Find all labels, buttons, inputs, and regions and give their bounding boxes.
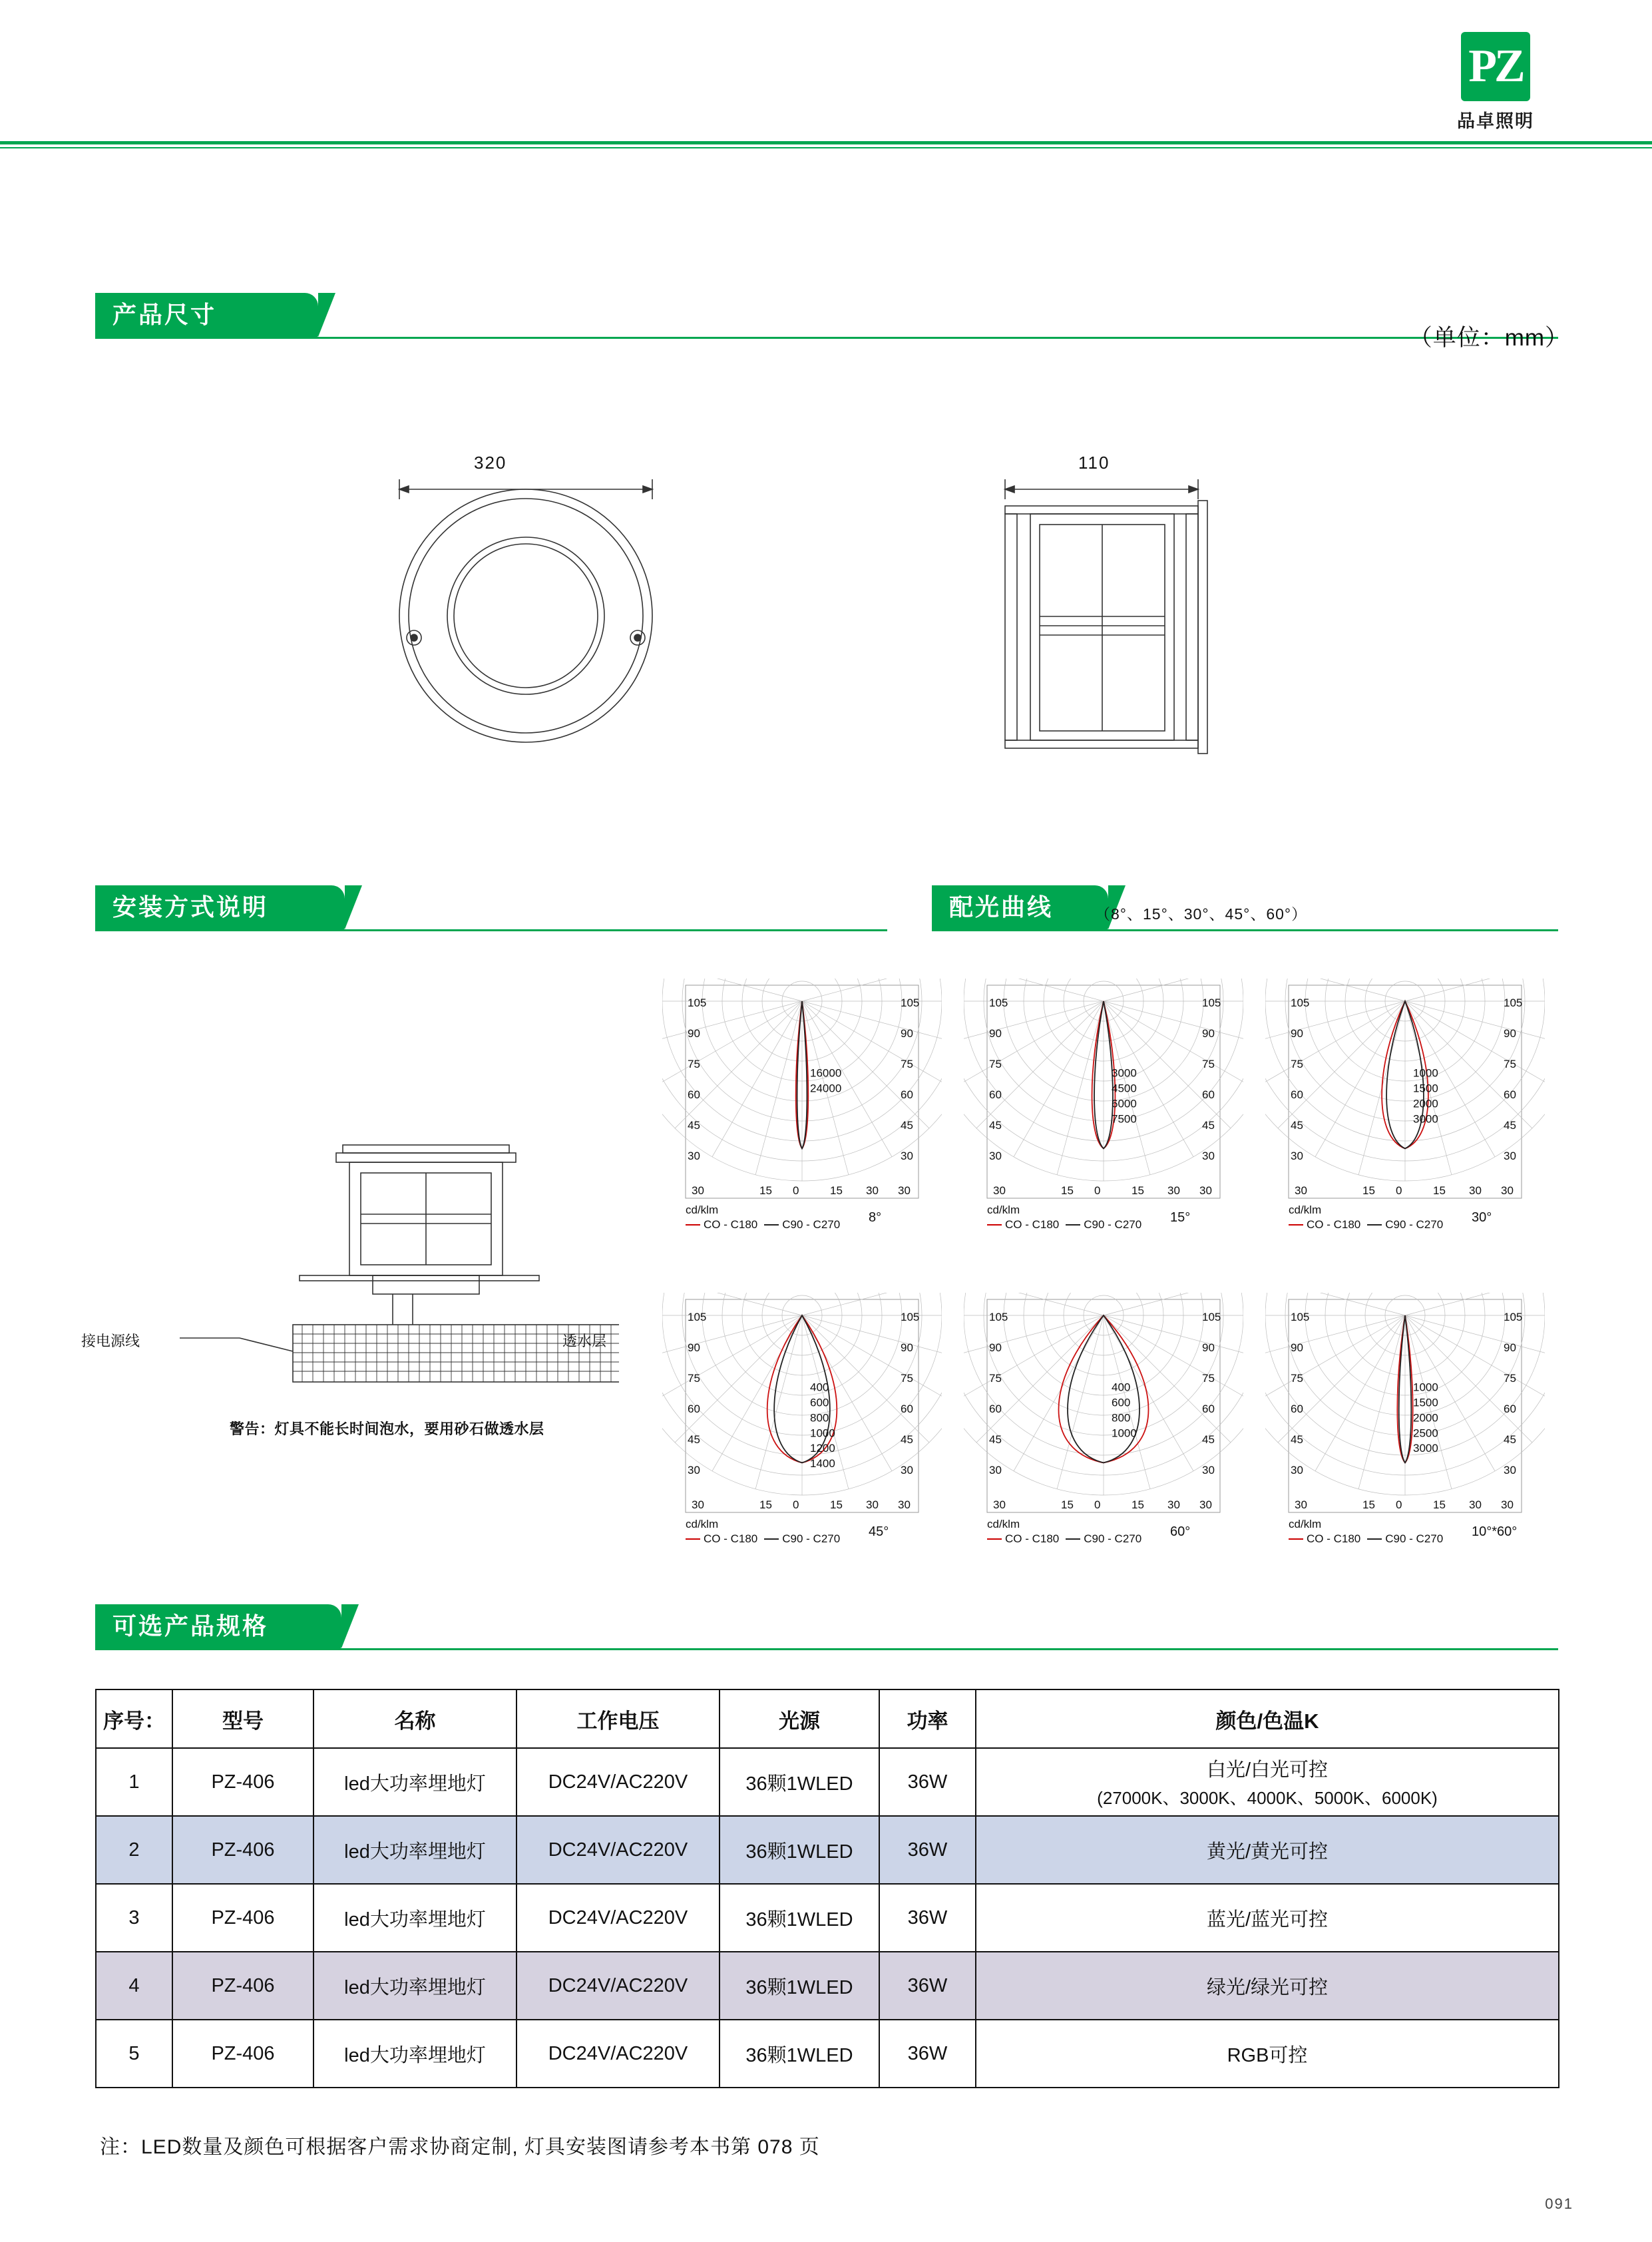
polar-plot [1265,979,1545,1238]
legend-label-c90: C90 - C270 [1084,1532,1142,1545]
svg-text:30: 30 [1295,1184,1307,1197]
legend-swatch-c90 [1066,1224,1080,1226]
svg-text:0: 0 [793,1184,799,1197]
legend-label-c90: C90 - C270 [782,1532,841,1545]
svg-text:75: 75 [1202,1372,1215,1385]
legend-label-c90: C90 - C270 [1385,1532,1444,1545]
svg-text:30: 30 [688,1464,700,1476]
color-primary: RGB可控 [1227,2044,1308,2066]
svg-text:105: 105 [1504,997,1523,1009]
brand-logo [1419,32,1572,132]
svg-text:1200: 1200 [810,1442,835,1455]
header-divider-thin [0,147,1652,148]
beam-angle-label: 8° [869,1210,882,1225]
th-index: 序号： [96,1689,172,1748]
legend-swatch-c0 [1289,1224,1303,1226]
svg-text:60: 60 [1504,1403,1516,1415]
legend-label-c0: CO - C180 [1005,1532,1060,1545]
td-voltage: DC24V/AC220V [516,1952,720,2020]
svg-text:30: 30 [692,1184,704,1197]
install-power-label: 接电源线 [81,1333,140,1349]
svg-text:60: 60 [688,1088,700,1101]
th-source: 光源 [720,1689,879,1748]
th-name: 名称 [313,1689,516,1748]
front-dimension-label: 320 [474,453,507,473]
th-color: 颜色/色温K [976,1689,1559,1748]
legend-unit: cd/klm [686,1204,719,1216]
svg-text:30: 30 [901,1464,913,1476]
td-source: 36颗1WLED [720,1884,879,1952]
svg-text:0: 0 [1396,1498,1402,1511]
legend-swatch-c0 [987,1538,1002,1540]
svg-text:90: 90 [1504,1027,1516,1040]
td-color [976,1884,1559,1952]
svg-text:30: 30 [1167,1498,1180,1511]
table-row [96,1748,1559,1816]
section-underline-dimensions [95,337,1558,339]
td-index: 1 [96,1748,172,1816]
svg-text:1000: 1000 [810,1427,835,1440]
svg-text:30: 30 [1504,1150,1516,1162]
svg-text:75: 75 [1202,1058,1215,1070]
svg-text:15: 15 [830,1184,843,1197]
td-color [976,1816,1559,1884]
polar-legend [987,1518,1141,1546]
td-voltage: DC24V/AC220V [516,1884,720,1952]
td-voltage: DC24V/AC220V [516,2020,720,2088]
legend-label-c90: C90 - C270 [782,1218,841,1231]
legend-swatch-c0 [987,1224,1002,1226]
svg-text:105: 105 [901,1311,920,1323]
td-power: 36W [879,2020,976,2088]
svg-text:45: 45 [989,1433,1002,1446]
front-view-drawing [373,466,706,812]
table-row [96,1884,1559,1952]
svg-text:6000: 6000 [1112,1097,1137,1110]
svg-text:75: 75 [1504,1058,1516,1070]
beam-angle-label: 15° [1170,1210,1191,1225]
svg-text:90: 90 [1202,1027,1215,1040]
svg-text:30: 30 [1199,1498,1212,1511]
svg-text:75: 75 [1504,1372,1516,1385]
td-color [976,1952,1559,2020]
td-power: 36W [879,1748,976,1816]
th-voltage: 工作电压 [516,1689,720,1748]
td-source: 36颗1WLED [720,2020,879,2088]
svg-text:2000: 2000 [1413,1411,1438,1425]
table-row [96,1952,1559,2020]
section-underline-install [95,929,887,931]
color-primary: 黄光/黄光可控 [1206,1841,1329,1863]
svg-text:15: 15 [1362,1184,1375,1197]
beam-angle-label: 60° [1170,1524,1191,1539]
svg-text:16000: 16000 [810,1066,842,1080]
td-power: 36W [879,1884,976,1952]
svg-text:30: 30 [898,1184,911,1197]
svg-text:3000: 3000 [1413,1442,1438,1455]
svg-text:0: 0 [1396,1184,1402,1197]
svg-text:30: 30 [1469,1184,1482,1197]
svg-text:60: 60 [901,1088,913,1101]
legend-label-c0: CO - C180 [1307,1218,1361,1231]
section-heading-install: 安装方式说明 [95,885,345,929]
svg-text:75: 75 [989,1372,1002,1385]
svg-text:15: 15 [1132,1498,1144,1511]
svg-text:800: 800 [810,1411,829,1425]
svg-text:400: 400 [810,1381,829,1394]
svg-text:90: 90 [901,1027,913,1040]
legend-swatch-c90 [1066,1538,1080,1540]
svg-text:15: 15 [1061,1184,1074,1197]
svg-text:7500: 7500 [1112,1112,1137,1126]
svg-text:75: 75 [901,1372,913,1385]
svg-text:105: 105 [1291,1311,1310,1323]
color-primary: 绿光/绿光可控 [1206,1976,1329,1998]
svg-text:45: 45 [1504,1433,1516,1446]
svg-text:30: 30 [692,1498,704,1511]
svg-text:45: 45 [1291,1119,1303,1132]
svg-text:60: 60 [901,1403,913,1415]
td-voltage: DC24V/AC220V [516,1816,720,1884]
legend-unit: cd/klm [1289,1204,1322,1216]
svg-text:30: 30 [989,1150,1002,1162]
svg-text:30: 30 [688,1150,700,1162]
svg-text:90: 90 [688,1027,700,1040]
section-heading-specs: 可选产品规格 [95,1604,341,1648]
svg-text:0: 0 [1094,1498,1101,1511]
svg-text:24000: 24000 [810,1082,842,1095]
table-note: 注：LED数量及颜色可根据客户需求协商定制, 灯具安装图请参考本书第 078 页 [100,2136,820,2158]
svg-text:105: 105 [989,997,1008,1009]
td-name: led大功率埋地灯 [313,1748,516,1816]
legend-label-c0: CO - C180 [704,1218,758,1231]
svg-text:60: 60 [1202,1088,1215,1101]
svg-text:90: 90 [1291,1341,1303,1354]
svg-text:30: 30 [1202,1150,1215,1162]
svg-text:45: 45 [901,1433,913,1446]
legend-unit: cd/klm [1289,1518,1322,1530]
svg-text:90: 90 [901,1341,913,1354]
svg-text:105: 105 [1291,997,1310,1009]
legend-label-c0: CO - C180 [1005,1218,1060,1231]
svg-text:2500: 2500 [1413,1427,1438,1440]
td-source: 36颗1WLED [720,1952,879,2020]
legend-label-c0: CO - C180 [1307,1532,1361,1545]
svg-text:1000: 1000 [1413,1381,1438,1394]
svg-text:4500: 4500 [1112,1082,1137,1095]
svg-text:105: 105 [688,997,707,1009]
svg-text:90: 90 [688,1341,700,1354]
photometric-chart [964,1293,1243,1556]
svg-text:1000: 1000 [1413,1066,1438,1080]
side-view-drawing [992,466,1271,812]
td-color [976,2020,1559,2088]
svg-text:2000: 2000 [1413,1097,1438,1110]
svg-text:60: 60 [989,1088,1002,1101]
svg-text:15: 15 [759,1184,772,1197]
svg-text:30: 30 [1199,1184,1212,1197]
section-heading-dimensions: 产品尺寸 [95,293,318,337]
td-index: 5 [96,2020,172,2088]
svg-text:1500: 1500 [1413,1082,1438,1095]
legend-swatch-c0 [1289,1538,1303,1540]
td-model: PZ-406 [172,1884,313,1952]
svg-text:45: 45 [1504,1119,1516,1132]
svg-text:30: 30 [898,1498,911,1511]
td-index: 4 [96,1952,172,2020]
svg-text:105: 105 [1504,1311,1523,1323]
svg-text:75: 75 [901,1058,913,1070]
svg-text:105: 105 [901,997,920,1009]
svg-text:90: 90 [1291,1027,1303,1040]
polar-legend [987,1204,1141,1232]
color-primary: 白光/白光可控 [1206,1759,1329,1781]
legend-label-c90: C90 - C270 [1084,1218,1142,1231]
beam-angle-label: 45° [869,1524,889,1539]
svg-text:60: 60 [1504,1088,1516,1101]
legend-unit: cd/klm [987,1204,1020,1216]
svg-text:75: 75 [1291,1058,1303,1070]
td-name: led大功率埋地灯 [313,1816,516,1884]
svg-text:60: 60 [1202,1403,1215,1415]
legend-swatch-c90 [1367,1538,1382,1540]
photometric-chart [1265,1293,1545,1556]
td-name: led大功率埋地灯 [313,1884,516,1952]
svg-text:45: 45 [989,1119,1002,1132]
svg-text:30: 30 [1295,1498,1307,1511]
section-heading-curves: 配光曲线 [932,885,1108,929]
td-index: 3 [96,1884,172,1952]
svg-text:15: 15 [830,1498,843,1511]
page-number: 091 [1545,2195,1573,2212]
svg-text:400: 400 [1112,1381,1131,1394]
polar-legend [1289,1204,1443,1232]
td-model: PZ-406 [172,1952,313,2020]
svg-text:45: 45 [1291,1433,1303,1446]
svg-text:30: 30 [1501,1184,1514,1197]
table-row [96,2020,1559,2088]
logo-glyph: PZ [1468,41,1523,92]
svg-text:75: 75 [688,1372,700,1385]
svg-text:15: 15 [1433,1498,1446,1511]
svg-text:30: 30 [1167,1184,1180,1197]
legend-unit: cd/klm [686,1518,719,1530]
svg-text:90: 90 [989,1027,1002,1040]
svg-text:45: 45 [901,1119,913,1132]
td-color [976,1748,1559,1816]
svg-text:75: 75 [688,1058,700,1070]
svg-text:60: 60 [1291,1088,1303,1101]
beam-angle-label: 10°*60° [1472,1524,1518,1539]
svg-text:105: 105 [1202,997,1221,1009]
td-power: 36W [879,1952,976,2020]
svg-text:75: 75 [1291,1372,1303,1385]
svg-text:30: 30 [1504,1464,1516,1476]
th-power: 功率 [879,1689,976,1748]
section-underline-curves [932,929,1558,931]
photometric-chart [662,979,942,1241]
svg-text:15: 15 [1132,1184,1144,1197]
svg-text:105: 105 [688,1311,707,1323]
svg-text:800: 800 [1112,1411,1131,1425]
svg-text:0: 0 [1094,1184,1101,1197]
svg-text:90: 90 [989,1341,1002,1354]
svg-text:45: 45 [1202,1433,1215,1446]
section-underline-specs [95,1648,1558,1650]
install-warning-text: 警告：灯具不能长时间泡水，要用砂石做透水层 [230,1421,544,1437]
td-name: led大功率埋地灯 [313,1952,516,2020]
svg-text:1400: 1400 [810,1457,835,1470]
td-power: 36W [879,1816,976,1884]
svg-text:60: 60 [1291,1403,1303,1415]
td-source: 36颗1WLED [720,1816,879,1884]
svg-text:600: 600 [810,1396,829,1409]
td-voltage: DC24V/AC220V [516,1748,720,1816]
td-model: PZ-406 [172,1748,313,1816]
polar-legend [686,1518,840,1546]
side-dimension-label: 110 [1078,453,1110,473]
svg-text:45: 45 [688,1433,700,1446]
svg-text:15: 15 [759,1498,772,1511]
svg-text:3000: 3000 [1112,1066,1137,1080]
svg-text:30: 30 [1501,1498,1514,1511]
td-name: led大功率埋地灯 [313,2020,516,2088]
td-source: 36颗1WLED [720,1748,879,1816]
td-index: 2 [96,1816,172,1884]
svg-text:30: 30 [1202,1464,1215,1476]
photometric-chart [964,979,1243,1241]
svg-text:60: 60 [989,1403,1002,1415]
svg-text:30: 30 [993,1498,1006,1511]
svg-text:60: 60 [688,1403,700,1415]
svg-text:45: 45 [688,1119,700,1132]
polar-plot [964,979,1243,1238]
svg-text:90: 90 [1202,1341,1215,1354]
svg-text:45: 45 [1202,1119,1215,1132]
table-row [96,1816,1559,1884]
legend-swatch-c90 [1367,1224,1382,1226]
polar-plot [662,979,942,1238]
svg-text:15: 15 [1061,1498,1074,1511]
svg-text:75: 75 [989,1058,1002,1070]
beam-angle-label: 30° [1472,1210,1492,1225]
legend-unit: cd/klm [987,1518,1020,1530]
logo-text: 品卓照明 [1457,111,1534,131]
spec-table [95,1689,1559,2088]
color-primary: 蓝光/蓝光可控 [1206,1908,1329,1930]
svg-text:30: 30 [1291,1464,1303,1476]
svg-text:3000: 3000 [1413,1112,1438,1126]
svg-text:30: 30 [1469,1498,1482,1511]
table-header-row [96,1689,1559,1748]
svg-text:15: 15 [1433,1184,1446,1197]
legend-swatch-c0 [686,1224,700,1226]
svg-text:30: 30 [1291,1150,1303,1162]
svg-text:30: 30 [989,1464,1002,1476]
svg-text:105: 105 [1202,1311,1221,1323]
legend-label-c0: CO - C180 [704,1532,758,1545]
svg-text:90: 90 [1504,1341,1516,1354]
polar-plot [662,1293,942,1552]
legend-swatch-c90 [764,1538,779,1540]
color-temperature: (27000K、3000K、4000K、5000K、6000K) [1097,1788,1438,1808]
legend-swatch-c90 [764,1224,779,1226]
svg-text:30: 30 [993,1184,1006,1197]
svg-text:30: 30 [866,1498,879,1511]
photometric-chart [662,1293,942,1556]
svg-text:1000: 1000 [1112,1427,1137,1440]
photometric-chart [1265,979,1545,1241]
polar-legend [686,1204,840,1232]
section-subheading-curves: （8°、15°、30°、45°、60°） [1095,905,1308,923]
legend-swatch-c0 [686,1538,700,1540]
svg-text:15: 15 [1362,1498,1375,1511]
legend-label-c90: C90 - C270 [1385,1218,1444,1231]
logo-mark-icon [1461,32,1530,101]
polar-legend [1289,1518,1443,1546]
svg-text:1500: 1500 [1413,1396,1438,1409]
install-permeable-label: 透水层 [562,1333,607,1349]
svg-text:30: 30 [866,1184,879,1197]
polar-plot [964,1293,1243,1552]
unit-note: （单位：mm） [1408,325,1569,351]
header-divider [0,141,1652,144]
polar-plot [1265,1293,1545,1552]
svg-text:30: 30 [901,1150,913,1162]
th-model: 型号 [172,1689,313,1748]
td-model: PZ-406 [172,1816,313,1884]
td-model: PZ-406 [172,2020,313,2088]
svg-text:0: 0 [793,1498,799,1511]
svg-text:105: 105 [989,1311,1008,1323]
svg-text:600: 600 [1112,1396,1131,1409]
